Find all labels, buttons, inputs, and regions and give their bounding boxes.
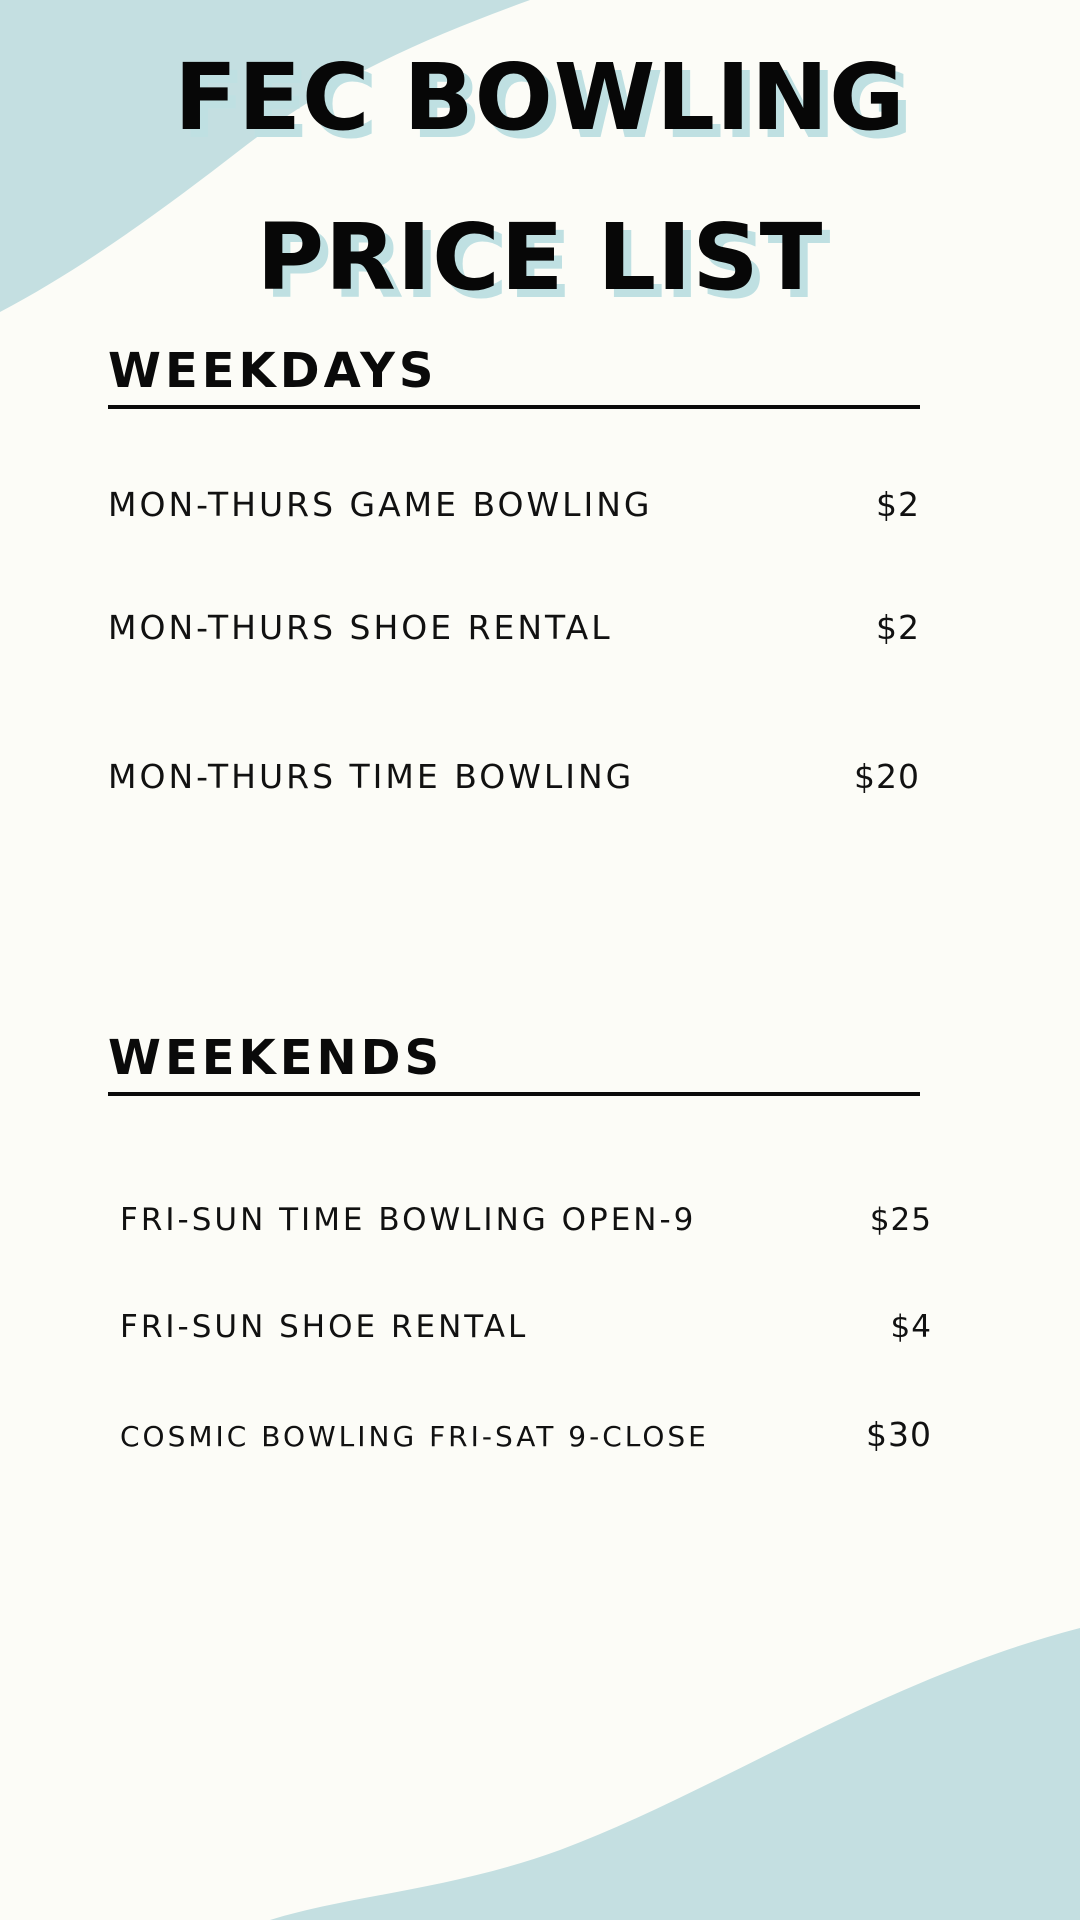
item-price: $20 xyxy=(854,757,920,796)
weekends-heading: WEEKENDS xyxy=(108,1034,920,1096)
weekdays-heading: WEEKDAYS xyxy=(108,347,920,409)
item-label: COSMIC BOWLING FRI-SAT 9-CLOSE xyxy=(120,1420,709,1453)
price-row xyxy=(108,608,920,647)
title-line-1: FEC BOWLING xyxy=(174,44,906,151)
price-row xyxy=(120,1415,932,1454)
item-price: $2 xyxy=(876,485,920,524)
item-price: $25 xyxy=(869,1202,932,1238)
price-row xyxy=(120,1309,932,1345)
title-line-2: PRICE LIST xyxy=(256,204,824,311)
price-row xyxy=(108,485,920,524)
item-price: $4 xyxy=(890,1309,932,1345)
price-row xyxy=(120,1202,932,1238)
item-label: FRI-SUN SHOE RENTAL xyxy=(120,1309,529,1345)
item-label: MON-THURS TIME BOWLING xyxy=(108,757,635,796)
item-label: MON-THURS GAME BOWLING xyxy=(108,485,653,524)
item-price: $2 xyxy=(876,608,920,647)
price-row xyxy=(108,757,920,796)
item-label: FRI-SUN TIME BOWLING OPEN-9 xyxy=(120,1202,697,1238)
item-price: $30 xyxy=(866,1415,932,1454)
item-label: MON-THURS SHOE RENTAL xyxy=(108,608,613,647)
